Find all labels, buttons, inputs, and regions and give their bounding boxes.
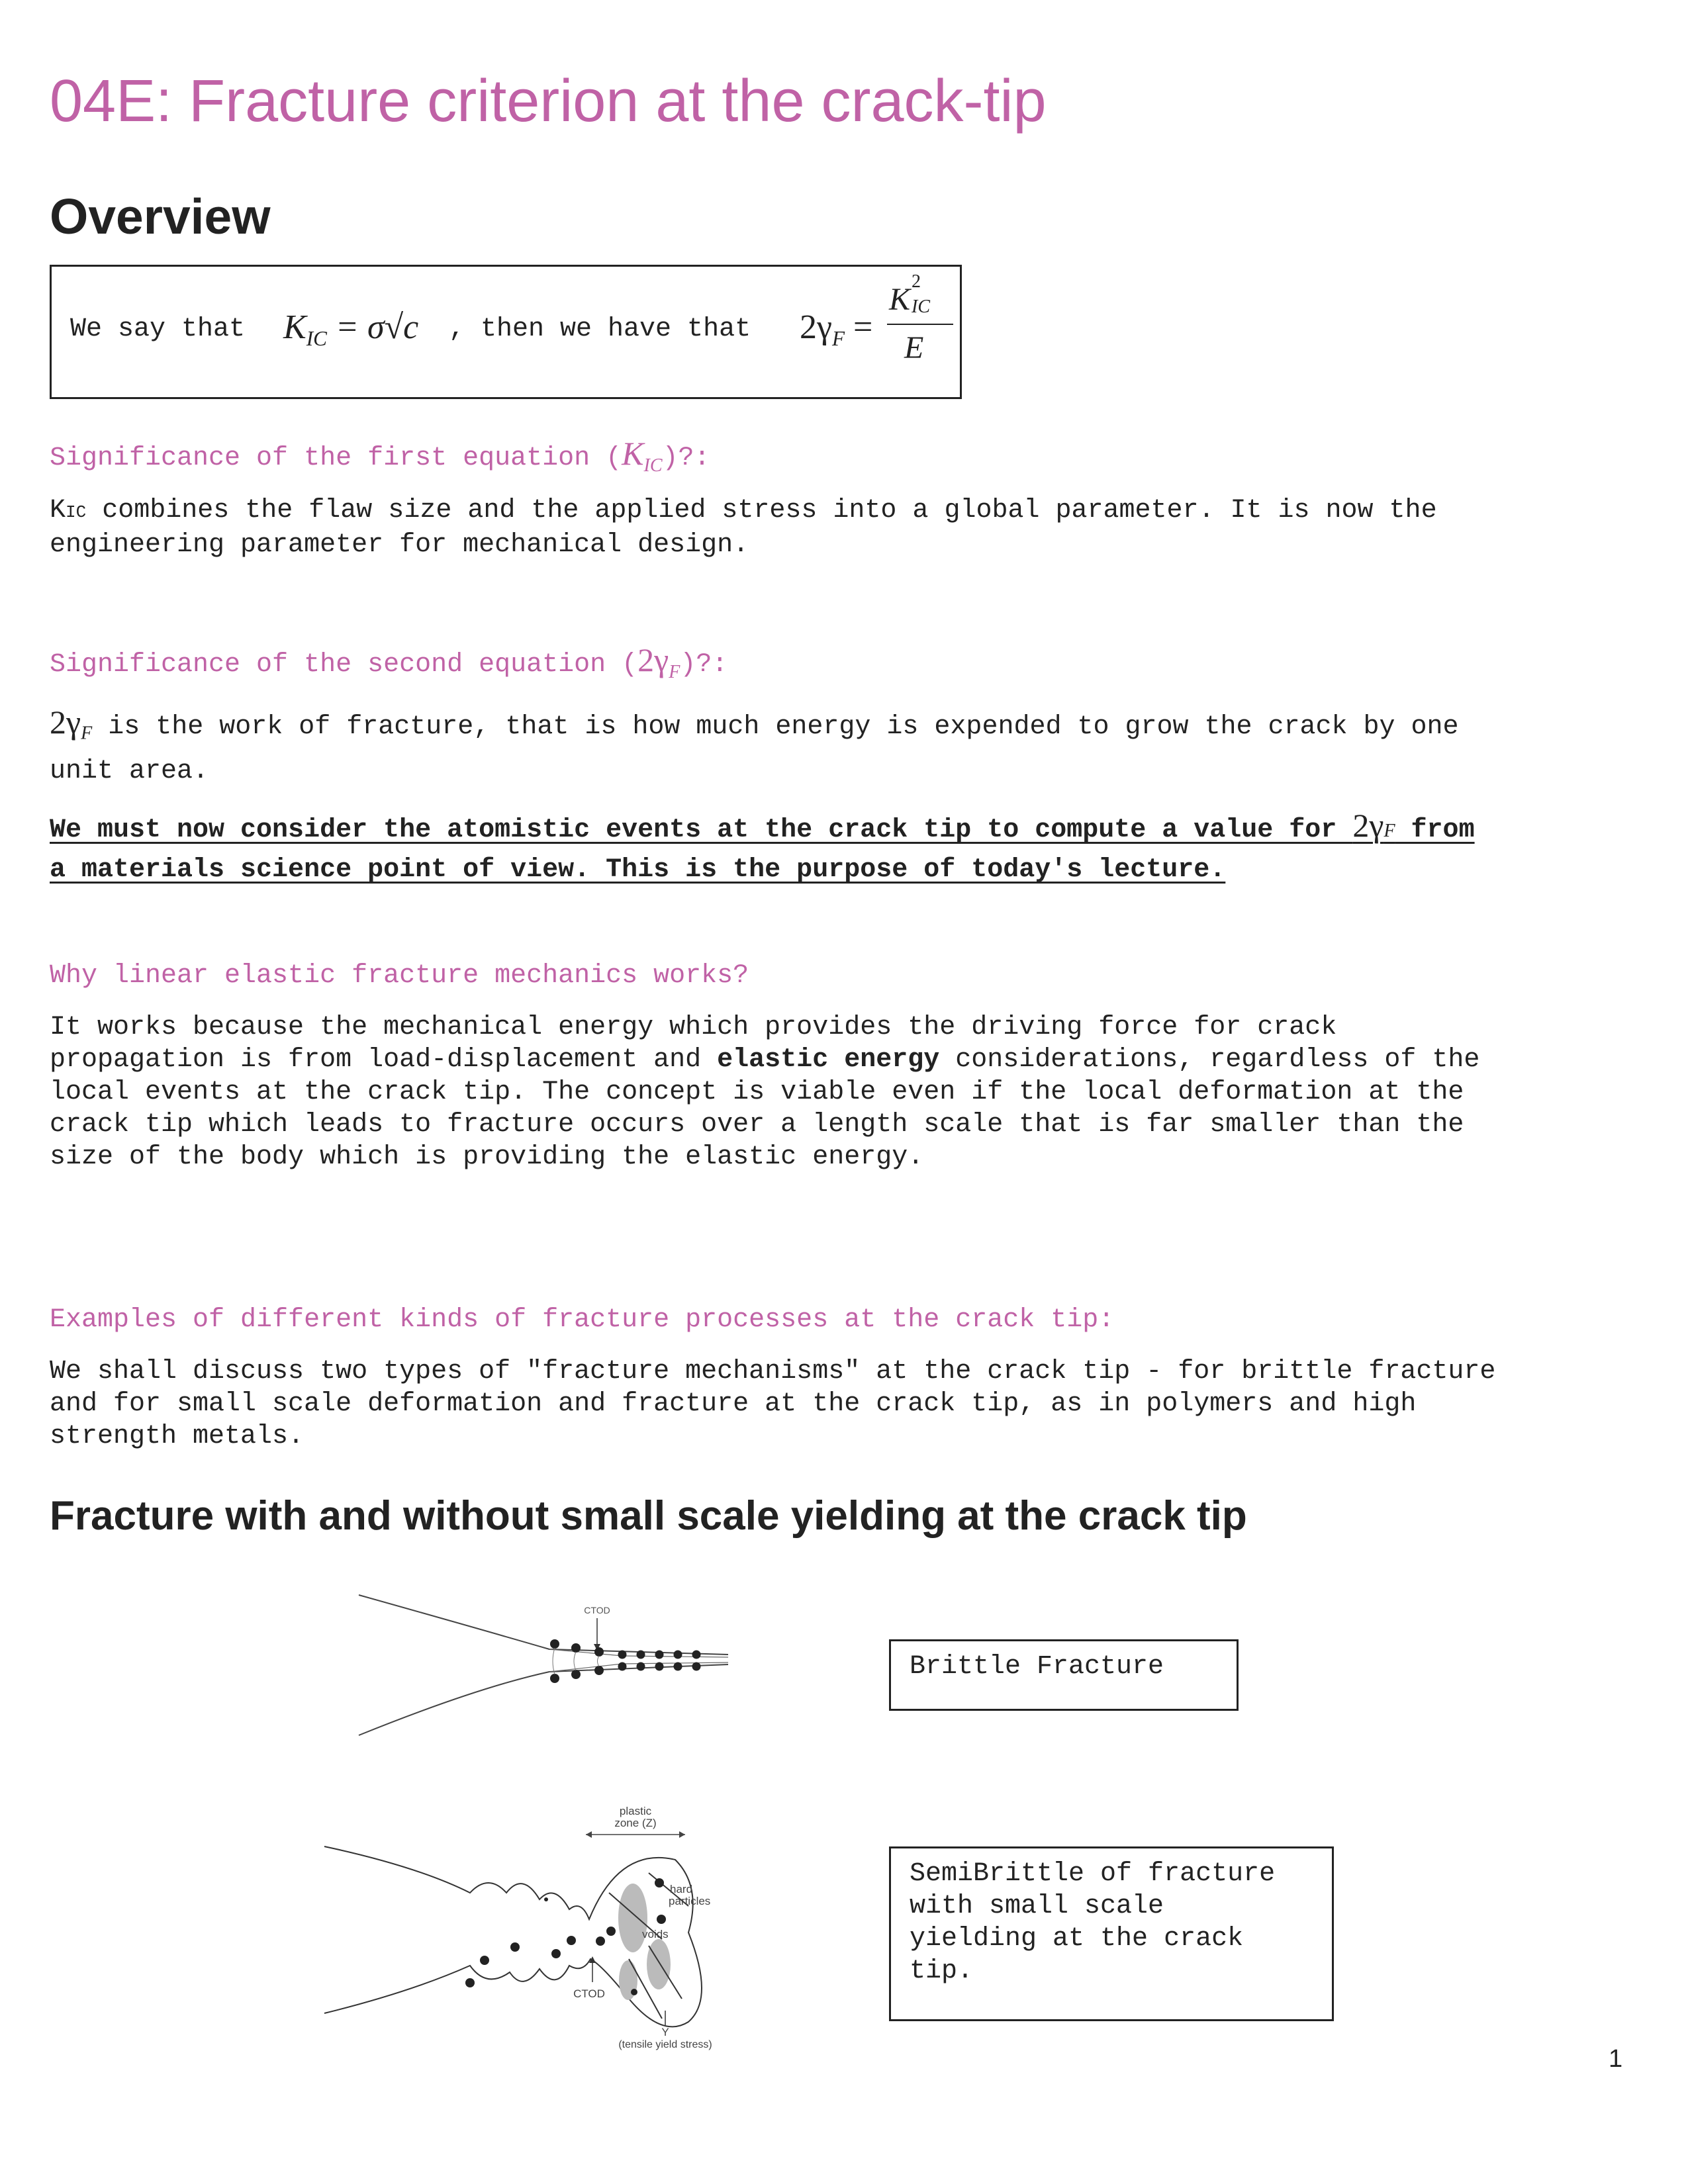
fraction-bar	[887, 324, 953, 325]
numerator-sup: 2	[912, 271, 921, 292]
gamma-sub: F	[831, 326, 845, 350]
sig-first-body-k: K	[50, 496, 66, 525]
atom-row-lower	[550, 1662, 701, 1684]
numerator-k: K	[889, 282, 911, 317]
fraction-denominator: E	[904, 330, 924, 365]
void-upper	[618, 1884, 647, 1952]
sig-second-body-symbol: 2γ	[50, 704, 81, 741]
we-say-that-text: We say that	[70, 314, 246, 344]
kic-equation	[283, 308, 418, 351]
examples-body: We shall discuss two types of "fracture mechanisms" at the crack tip - for brittle fracture and for small scale deformation and fracture at the crack tip, as in polymers and high strength metals.	[50, 1357, 1496, 1451]
then-text: , then we have that	[449, 314, 751, 344]
overview-heading: Overview	[50, 189, 271, 244]
fracture-section-heading: Fracture with and without small scale yielding at the crack tip	[50, 1493, 1247, 1539]
fraction-numerator	[889, 271, 931, 318]
gamma-two: 2γ	[800, 308, 832, 346]
sig-first-symbol: K	[622, 435, 644, 472]
void-right	[647, 1939, 671, 1989]
sig-first-body-text: combines the flaw size and the applied stress into a global parameter. It is now the engineering parameter for mechanical design.	[50, 496, 1437, 560]
sig-first-prefix: Significance of the first equation (	[50, 443, 622, 473]
sig-second-body	[50, 703, 1652, 791]
sig-second-suffix: )?:	[680, 650, 728, 680]
kic-sub: IC	[306, 326, 327, 350]
why-lefm-question: Why linear elastic fracture mechanics works?	[50, 961, 749, 991]
plastic-label-1: plastic	[619, 1805, 652, 1817]
emphasis-line1-end: from	[1395, 815, 1475, 845]
lower-crack-face	[359, 1664, 728, 1735]
upper-crack-face	[359, 1595, 728, 1655]
emphasis-symbol-sub: F	[1383, 821, 1395, 841]
emphasis-symbol: 2γ	[1352, 807, 1384, 844]
gamma-equals: =	[853, 308, 873, 346]
sig-second-body-text: is the work of fracture, that is how much energy is expended to grow the crack by one unit area.	[50, 712, 1459, 787]
sig-second-question	[50, 643, 727, 682]
hard-label-2: particles	[669, 1895, 711, 1907]
why-lefm-bold: elastic energy	[717, 1045, 940, 1075]
gamma-equation	[800, 308, 872, 351]
hard-label-1: hard	[670, 1883, 693, 1895]
numerator-sub: IC	[912, 296, 931, 317]
yield-label: (tensile yield stress)	[618, 2039, 712, 2050]
sig-first-body	[50, 494, 1652, 561]
brittle-fracture-diagram	[344, 1588, 755, 1747]
semibrittle-fracture-box: SemiBrittle of fracture with small scale yielding at the crack tip.	[889, 1846, 1334, 2021]
emphasis-line-2: a materials science point of view. This is the purpose of today's lecture.	[50, 855, 1226, 885]
sig-first-symbol-sub: IC	[643, 455, 663, 476]
brittle-fracture-box: Brittle Fracture	[889, 1639, 1239, 1711]
sig-first-suffix: )?:	[662, 443, 710, 473]
why-lefm-body	[50, 1011, 1665, 1173]
sig-first-question	[50, 437, 710, 475]
voids-label: voids	[642, 1928, 669, 1940]
page-title: 04E: Fracture criterion at the crack-tip	[50, 68, 1047, 134]
sig-second-symbol: 2γ	[637, 641, 669, 678]
y-label: Y	[661, 2026, 669, 2038]
sig-second-body-symbol-sub: F	[81, 723, 93, 744]
sig-first-body-k-sub: IC	[66, 502, 87, 522]
sig-second-symbol-sub: F	[669, 661, 680, 682]
emphasis-line1-text: We must now consider the atomistic events at the crack tip to compute a value for	[50, 815, 1353, 845]
page-number: 1	[1609, 2045, 1623, 2073]
why-lefm-part2: considerations, regardless of the local events at the crack tip. The concept is viable even if the local deformation at the crack tip which leads to fracture occurs over a length scale that is far smaller than the size of the body which is providing the elastic energy.	[50, 1045, 1480, 1172]
semibrittle-fracture-diagram	[318, 1800, 741, 2052]
plastic-label-2: zone (Z)	[614, 1817, 657, 1829]
emphasis-line-1	[50, 802, 1665, 854]
kic-rhs: = σ√c	[335, 308, 419, 346]
why-lefm-part1: It works because the mechanical energy which provides the driving force for crack propagation is from load-displacement and	[50, 1013, 1337, 1075]
ctod-label-2: CTOD	[573, 1987, 605, 2000]
overview-equation-box	[50, 265, 962, 399]
kic-k: K	[283, 308, 306, 346]
atom-row-upper	[550, 1639, 701, 1659]
examples-question: Examples of different kinds of fracture processes at the crack tip:	[50, 1305, 1115, 1335]
sig-second-prefix: Significance of the second equation (	[50, 650, 638, 680]
ctod-label-1: CTOD	[584, 1605, 610, 1615]
